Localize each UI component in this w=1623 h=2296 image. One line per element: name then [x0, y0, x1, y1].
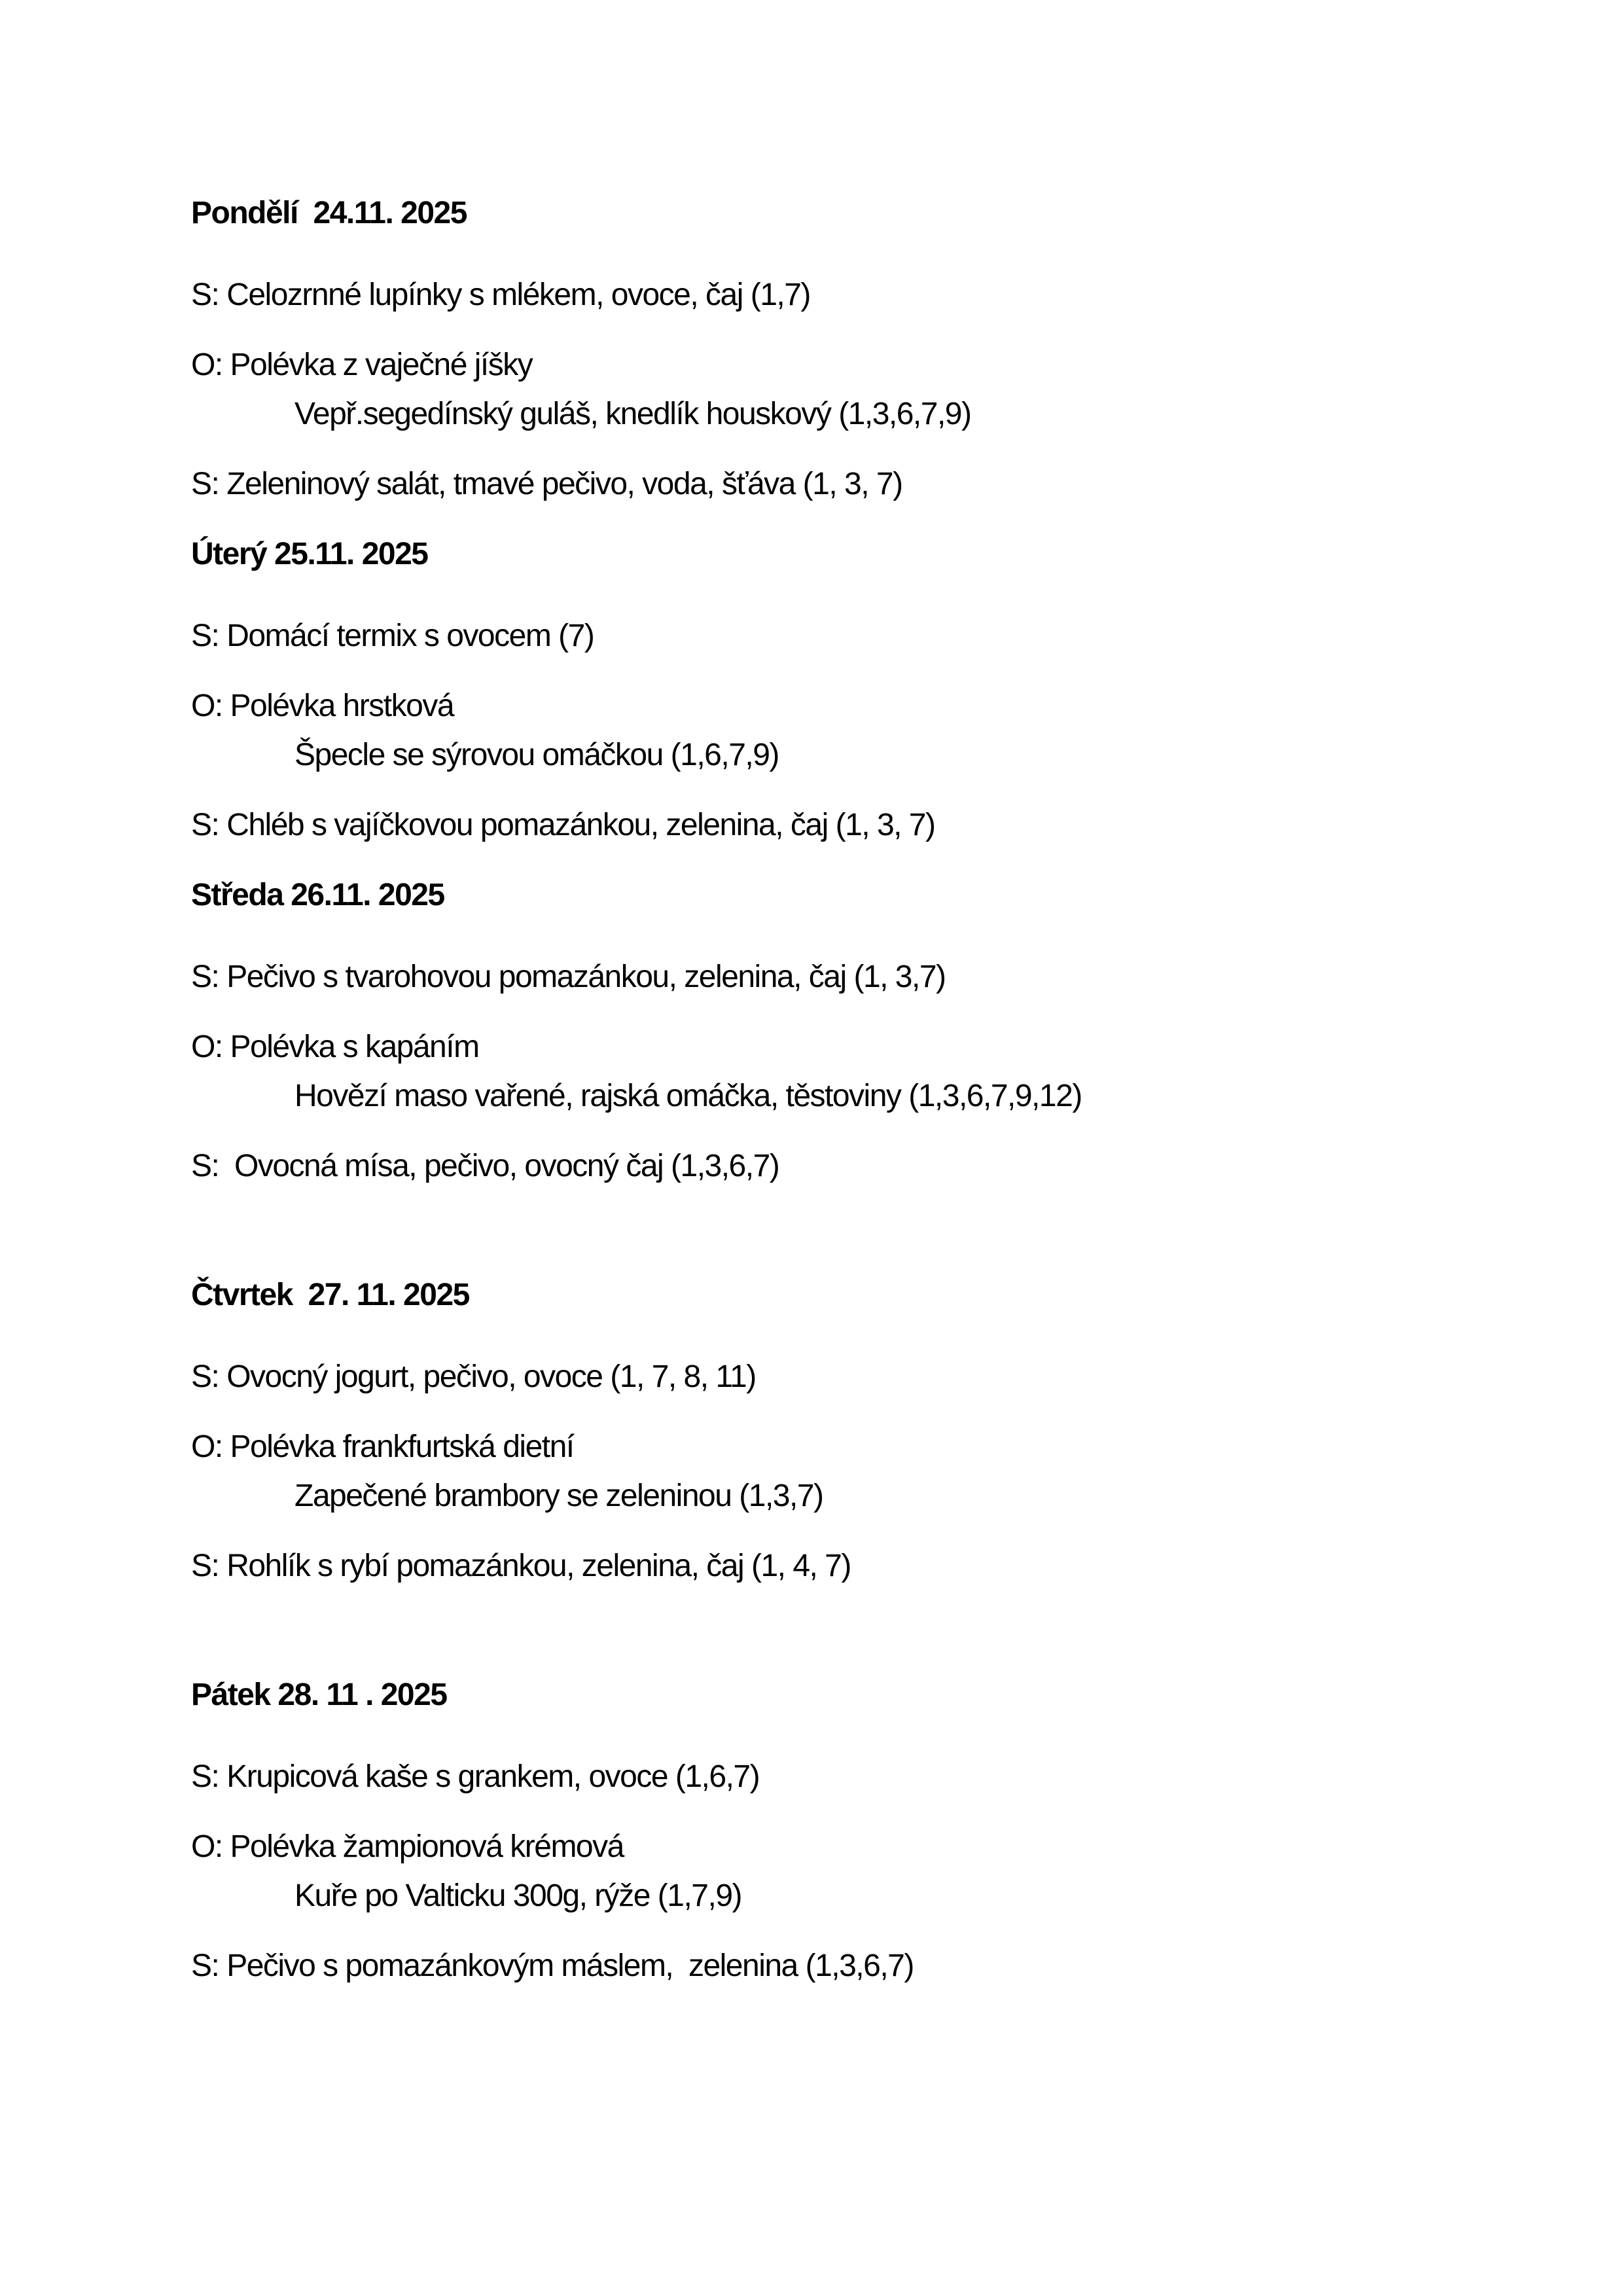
day-heading-tuesday: Úterý 25.11. 2025 — [191, 537, 428, 571]
day-heading-monday: Pondělí 24.11. 2025 — [191, 196, 467, 230]
day-block-thursday — [191, 1270, 1492, 1590]
blank-gap-before-friday — [191, 1611, 1492, 1670]
lunch-main-line-wednesday: Hovězí maso vařené, rajská omáčka, těstoviny (1,3,6,7,9,12) — [294, 1079, 1082, 1113]
day-block-monday — [191, 188, 1492, 509]
day-heading-thursday: Čtvrtek 27. 11. 2025 — [191, 1278, 469, 1312]
day-block-friday — [191, 1670, 1492, 1990]
snack-line-wednesday: S: Ovocná mísa, pečivo, ovocný čaj (1,3,6,7) — [191, 1149, 779, 1183]
lunch-main-line-thursday: Zapečené brambory se zeleninou (1,3,7) — [294, 1479, 823, 1513]
lunch-main-line-friday: Kuře po Valticku 300g, rýže (1,7,9) — [294, 1878, 741, 1913]
breakfast-line-wednesday: S: Pečivo s tvarohovou pomazánkou, zelenina, čaj (1, 3,7) — [191, 960, 946, 994]
lunch-main-line-monday: Vepř.segedínský guláš, knedlík houskový (1,3,6,7,9) — [294, 397, 971, 431]
lunch-soup-line-monday: O: Polévka z vaječné jíšky — [191, 348, 533, 382]
breakfast-line-monday: S: Celozrnné lupínky s mlékem, ovoce, čaj (1,7) — [191, 278, 810, 312]
day-heading-wednesday: Středa 26.11. 2025 — [191, 878, 444, 912]
breakfast-line-thursday: S: Ovocný jogurt, pečivo, ovoce (1, 7, 8, 11) — [191, 1359, 756, 1394]
lunch-soup-line-friday: O: Polévka žampionová krémová — [191, 1829, 624, 1864]
day-heading-friday: Pátek 28. 11 . 2025 — [191, 1677, 447, 1712]
lunch-soup-line-thursday: O: Polévka frankfurtská dietní — [191, 1429, 574, 1464]
breakfast-line-friday: S: Krupicová kaše s grankem, ovoce (1,6,7) — [191, 1759, 760, 1794]
snack-line-friday: S: Pečivo s pomazánkovým máslem, zelenina (1,3,6,7) — [191, 1948, 914, 1983]
snack-line-thursday: S: Rohlík s rybí pomazánkou, zelenina, čaj (1, 4, 7) — [191, 1549, 851, 1583]
lunch-main-line-tuesday: Špecle se sýrovou omáčkou (1,6,7,9) — [294, 738, 779, 772]
lunch-soup-line-wednesday: O: Polévka s kapáním — [191, 1030, 479, 1064]
day-block-wednesday — [191, 870, 1492, 1191]
snack-line-monday: S: Zeleninový salát, tmavé pečivo, voda, šťáva (1, 3, 7) — [191, 467, 902, 501]
blank-gap-before-thursday — [191, 1211, 1492, 1270]
day-block-tuesday — [191, 529, 1492, 850]
breakfast-line-tuesday: S: Domácí termix s ovocem (7) — [191, 619, 594, 653]
lunch-soup-line-tuesday: O: Polévka hrstková — [191, 689, 454, 723]
snack-line-tuesday: S: Chléb s vajíčkovou pomazánkou, zelenina, čaj (1, 3, 7) — [191, 808, 935, 842]
